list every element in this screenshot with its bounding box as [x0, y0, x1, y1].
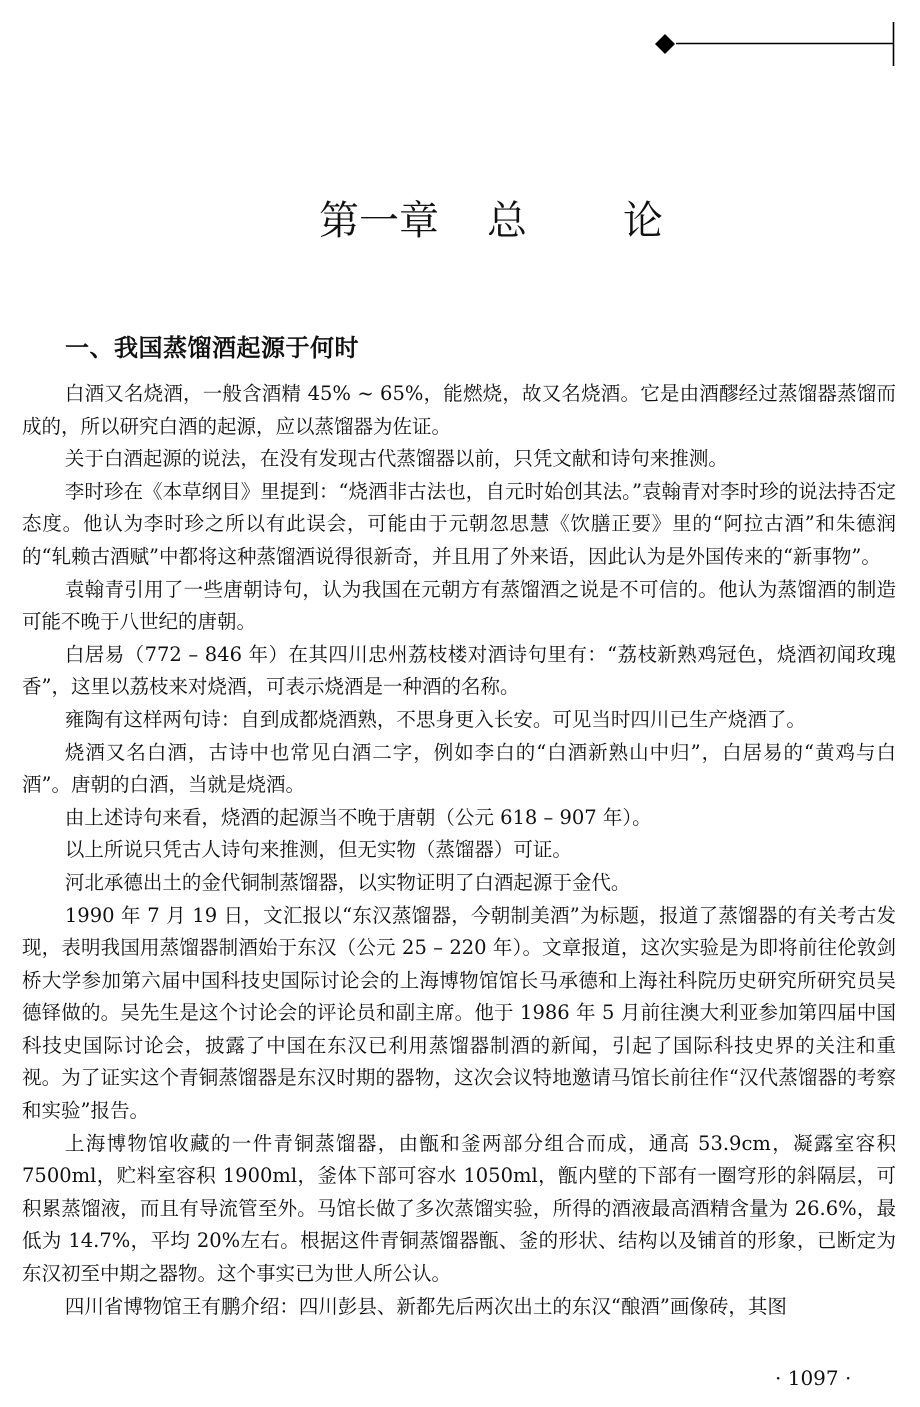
- paragraph: 李时珍在《本草纲目》里提到：“烧酒非古法也，自元时始创其法。”袁翰青对李时珍的说法持否定态度。他认为李时珍之所以有此误会，可能由于元朝忽思慧《饮膳正要》里的“阿拉古酒”和朱德润的“轧赖古酒赋”中都将这种蒸馏酒说得很新奇，并且用了外来语，因此认为是外国传来的“新事物”。: [22, 479, 896, 568]
- paragraph: 1990 年 7 月 19 日，文汇报以“东汉蒸馏器，今朝制美酒”为标题，报道了蒸馏器的有关考古发现，表明我国用蒸馏器制酒始于东汉（公元 25 – 220 年）。文章报道，这次实验是为即将前往伦敦剑桥大学参加第六届中国科技史国际讨论会的上海博物馆馆长马承德和上海社科院历史研究所研究员吴德铎做的。吴先生是这个讨论会的评论员和副主席。他于 1986 年 5 月前往澳大利亚参加第四届中国科技史国际讨论会，披露了中国在东汉已利用蒸馏器制酒的新闻，引起了国际科技史界的关注和重视。为了证实这个青铜蒸馏器是东汉时期的器物，这次会议特地邀请马馆长前往作“汉代蒸馏器的考察和实验”报告。: [22, 903, 896, 1123]
- paragraph: 白酒又名烧酒，一般含酒精 45% ~ 65%，能燃烧，故又名烧酒。它是由酒醪经过蒸馏器蒸馏而成的，所以研究白酒的起源，应以蒸馏器为佐证。: [22, 382, 896, 438]
- diamond-icon: [655, 34, 675, 54]
- page-number: · 1097 ·: [775, 1366, 852, 1390]
- chapter-number: 第一章: [319, 197, 439, 244]
- paragraph: 以上所说只凭古人诗句来推测，但无实物（蒸馏器）可证。: [64, 838, 572, 862]
- chapter-title-char-2: 论: [623, 197, 663, 244]
- paragraph: 白居易（772 – 846 年）在其四川忠州荔枝楼对酒诗句里有：“荔枝新熟鸡冠色，烧酒初闻玫瑰香”，这里以荔枝来对烧酒，可表示烧酒是一种酒的名称。: [22, 642, 896, 699]
- chapter-title-char-1: 总: [487, 197, 527, 244]
- section-heading: 一、我国蒸馏酒起源于何时: [65, 333, 359, 362]
- paragraph: 雍陶有这样两句诗：自到成都烧酒熟，不思身更入长安。可见当时四川已生产烧酒了。: [64, 707, 806, 731]
- body-text: [22, 378, 896, 1323]
- header-ornament-rule: [0, 0, 920, 80]
- paragraph: 上海博物馆收藏的一件青铜蒸馏器，由甑和釜两部分组合而成，通高 53.9cm，凝露室容积 7500ml，贮料室容积 1900ml，釜体下部可容水 1050ml，甑内壁的下部有一圈穹形的斜隔层，可积累蒸馏液，而且有导流管至外。马馆长做了多次蒸馏实验，所得的酒液最高酒精含量为 26.6%，最低为 14.7%，平均 20%左右。根据这件青铜蒸馏器甑、釜的形状、结构以及铺首的形象，已断定为东汉初至中期之器物。这个事实已为世人所公认。: [22, 1131, 896, 1286]
- paragraph: 由上述诗句来看，烧酒的起源当不晚于唐朝（公元 618 – 907 年）。: [64, 805, 652, 829]
- paragraph: 烧酒又名白酒，古诗中也常见白酒二字，例如李白的“白酒新熟山中归”，白居易的“黄鸡与白酒”。唐朝的白酒，当就是烧酒。: [22, 740, 896, 797]
- paragraph: 四川省博物馆王有鹏介绍：四川彭县、新都先后两次出土的东汉“酿酒”画像砖，其图: [64, 1294, 787, 1318]
- chapter-title: [0, 195, 920, 247]
- paragraph: 袁翰青引用了一些唐朝诗句，认为我国在元朝方有蒸馏酒之说是不可信的。他认为蒸馏酒的制造可能不晚于八世纪的唐朝。: [22, 577, 896, 634]
- paragraph: 关于白酒起源的说法，在没有发现古代蒸馏器以前，只凭文献和诗句来推测。: [64, 447, 728, 471]
- paragraph: 河北承德出土的金代铜制蒸馏器，以实物证明了白酒起源于金代。: [64, 870, 631, 894]
